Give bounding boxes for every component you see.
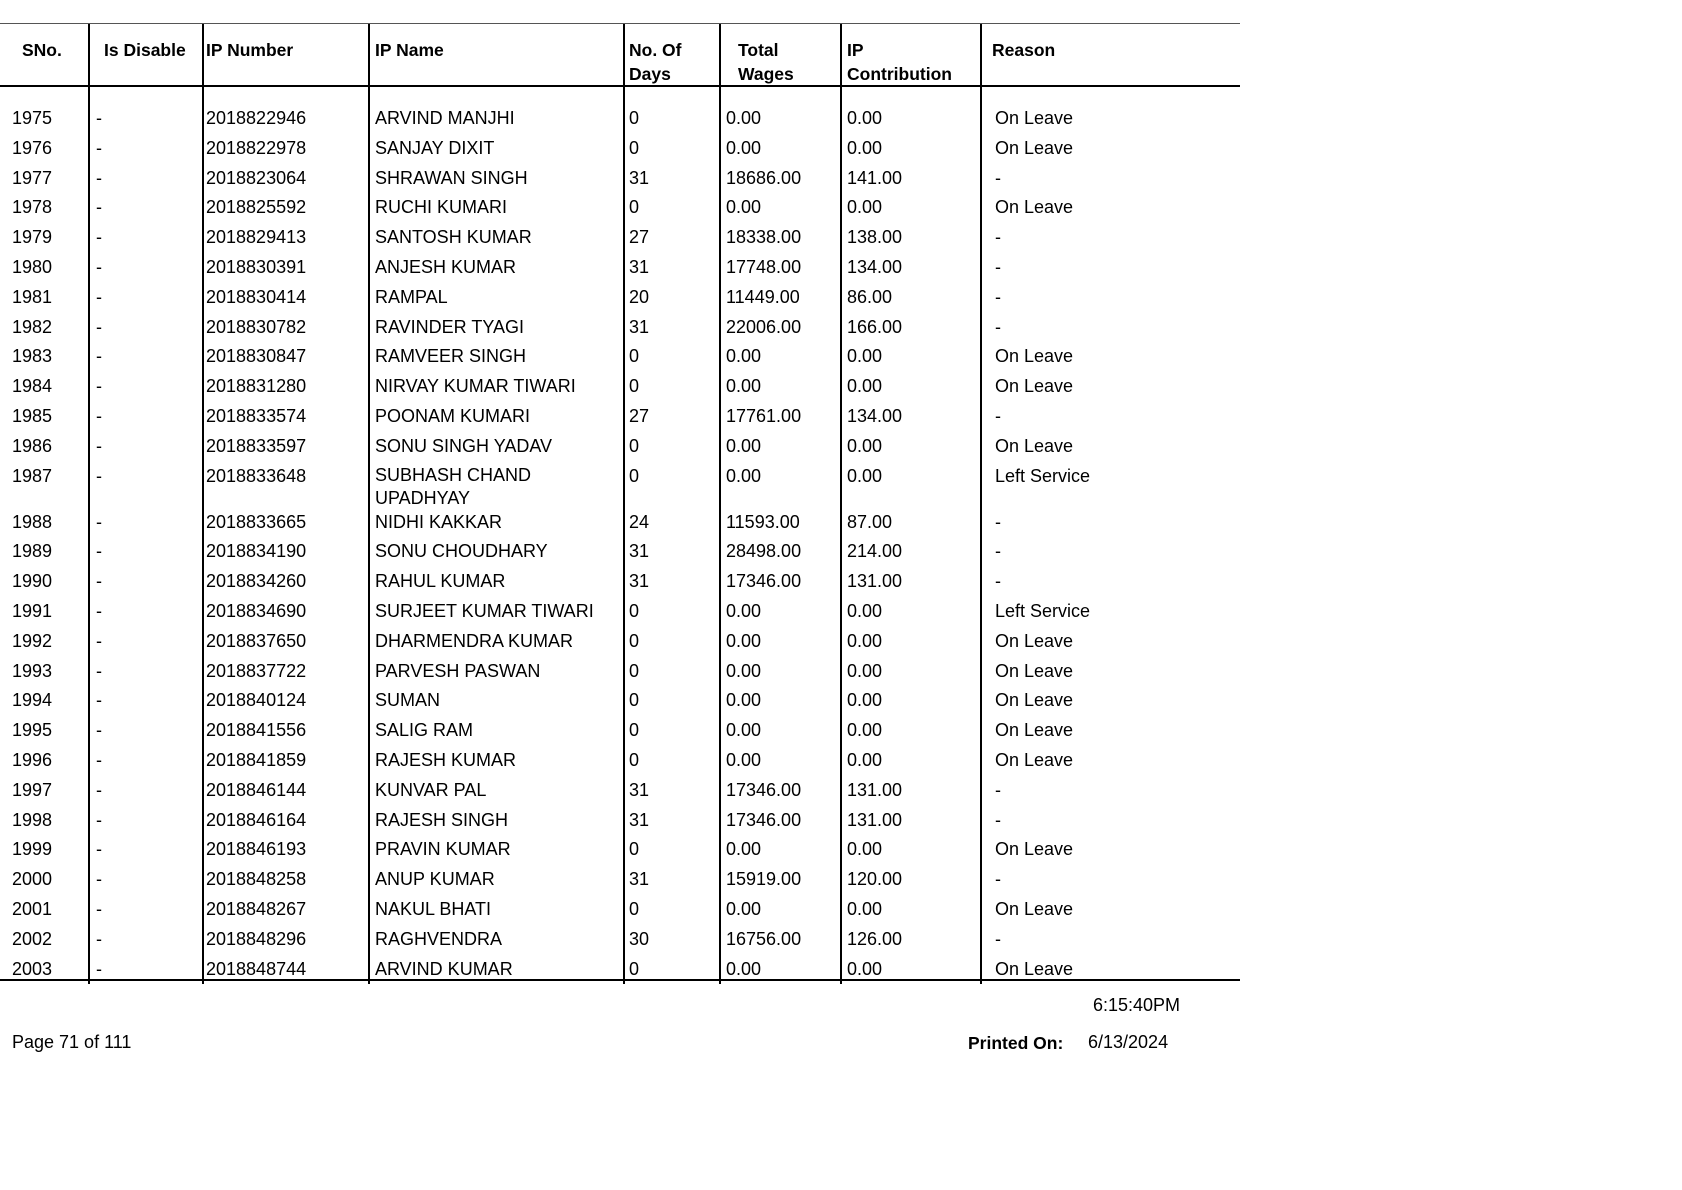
cell-reason: On Leave xyxy=(995,899,1074,919)
cell-days: 24 xyxy=(629,511,650,532)
cell-ip-number: 2018846193 xyxy=(206,839,307,860)
cell-reason: On Leave xyxy=(995,720,1074,741)
cell-ip-name: RAJESH KUMAR xyxy=(375,750,517,770)
cell-is-disable: - xyxy=(96,750,102,770)
cell-ip-name: RAJESH SINGH xyxy=(375,809,509,830)
cell-reason: - xyxy=(995,316,1001,337)
cell-is-disable: - xyxy=(96,511,102,532)
cell-sno: 1980 xyxy=(12,257,53,277)
cell-reason: On Leave xyxy=(995,690,1074,711)
cell-ip-contribution: 0.00 xyxy=(847,465,883,486)
cell-reason: On Leave xyxy=(995,630,1074,651)
cell-sno: 1990 xyxy=(12,571,53,592)
cell-reason: - xyxy=(995,406,1001,426)
cell-ip-contribution: 0.00 xyxy=(847,346,883,367)
cell-sno: 2003 xyxy=(12,958,53,979)
cell-ip-contribution: 120.00 xyxy=(847,869,903,890)
cell-ip-number: 2018840124 xyxy=(206,690,307,711)
cell-is-disable: - xyxy=(96,839,102,860)
cell-ip-number: 2018822978 xyxy=(206,137,307,158)
cell-ip-number: 2018846144 xyxy=(206,779,307,800)
cell-sno: 1995 xyxy=(12,720,53,741)
cell-reason: - xyxy=(995,257,1001,277)
cell-total-wages: 0.00 xyxy=(726,346,762,367)
cell-is-disable: - xyxy=(96,257,102,277)
cell-ip-contribution: 0.00 xyxy=(847,899,883,919)
cell-days: 0 xyxy=(629,899,640,919)
cell-total-wages: 16756.00 xyxy=(726,928,802,949)
cell-ip-contribution: 134.00 xyxy=(847,257,903,277)
cell-ip-number: 2018830847 xyxy=(206,346,307,367)
cell-total-wages: 0.00 xyxy=(726,720,762,741)
cell-sno: 2000 xyxy=(12,869,53,890)
cell-days: 31 xyxy=(629,257,650,277)
cell-total-wages: 17346.00 xyxy=(726,779,802,800)
cell-ip-name: RAVINDER TYAGI xyxy=(375,316,525,337)
cell-is-disable: - xyxy=(96,690,102,711)
cell-ip-number: 2018834190 xyxy=(206,541,307,562)
cell-days: 0 xyxy=(629,108,640,128)
cell-is-disable: - xyxy=(96,630,102,651)
cell-days: 30 xyxy=(629,928,650,949)
table-row xyxy=(0,464,1240,508)
cell-is-disable: - xyxy=(96,809,102,830)
cell-ip-number: 2018823064 xyxy=(206,167,307,188)
cell-days: 0 xyxy=(629,465,640,486)
header-is-disable: Is Disable xyxy=(104,40,186,60)
cell-total-wages: 0.00 xyxy=(726,899,762,919)
cell-ip-name: RAMPAL xyxy=(375,286,448,307)
cell-total-wages: 0.00 xyxy=(726,839,762,860)
cell-ip-contribution: 0.00 xyxy=(847,750,883,770)
cell-ip-contribution: 0.00 xyxy=(847,690,883,711)
header-sno: SNo. xyxy=(22,40,62,60)
cell-ip-contribution: 138.00 xyxy=(847,227,903,248)
cell-total-wages: 0.00 xyxy=(726,197,762,218)
cell-total-wages: 0.00 xyxy=(726,108,762,128)
cell-ip-contribution: 0.00 xyxy=(847,137,883,158)
cell-sno: 1985 xyxy=(12,406,53,426)
cell-total-wages: 0.00 xyxy=(726,137,762,158)
cell-total-wages: 18686.00 xyxy=(726,167,802,188)
table-row xyxy=(0,837,1240,861)
cell-ip-name: KUNVAR PAL xyxy=(375,779,487,800)
cell-ip-name: SONU CHOUDHARY xyxy=(375,541,548,562)
cell-ip-contribution: 131.00 xyxy=(847,571,903,592)
cell-ip-number: 2018830391 xyxy=(206,257,307,277)
cell-sno: 1994 xyxy=(12,690,53,711)
cell-is-disable: - xyxy=(96,465,102,486)
cell-sno: 1989 xyxy=(12,541,53,562)
cell-sno: 1983 xyxy=(12,346,53,367)
table-row xyxy=(0,106,1240,130)
cell-days: 31 xyxy=(629,571,650,592)
table-row xyxy=(0,659,1240,683)
cell-ip-name: NIRVAY KUMAR TIWARI xyxy=(375,376,576,397)
header-no-of-days-line1: No. Of xyxy=(629,40,682,60)
cell-days: 31 xyxy=(629,869,650,890)
cell-ip-contribution: 0.00 xyxy=(847,435,883,456)
cell-is-disable: - xyxy=(96,779,102,800)
page-number: Page 71 of 111 xyxy=(12,1032,132,1052)
cell-total-wages: 0.00 xyxy=(726,958,762,979)
cell-reason: On Leave xyxy=(995,108,1074,128)
cell-ip-contribution: 0.00 xyxy=(847,601,883,621)
table-top-rule xyxy=(0,23,1240,24)
cell-total-wages: 17761.00 xyxy=(726,406,802,426)
table-row xyxy=(0,344,1240,368)
cell-ip-number: 2018846164 xyxy=(206,809,307,830)
table-row xyxy=(0,225,1240,249)
table-row xyxy=(0,897,1240,921)
header-ip-contribution xyxy=(847,38,952,86)
cell-days: 0 xyxy=(629,137,640,158)
table-row xyxy=(0,255,1240,279)
cell-sno: 2002 xyxy=(12,928,53,949)
table-row xyxy=(0,315,1240,339)
cell-days: 0 xyxy=(629,839,640,860)
cell-days: 31 xyxy=(629,779,650,800)
cell-days: 27 xyxy=(629,406,650,426)
cell-ip-name: SUBHASH CHAND UPADHYAY xyxy=(375,464,532,508)
cell-is-disable: - xyxy=(96,137,102,158)
print-time: 6:15:40PM xyxy=(1093,995,1181,1015)
cell-ip-contribution: 0.00 xyxy=(847,630,883,651)
cell-sno: 1977 xyxy=(12,167,53,188)
table-row xyxy=(0,867,1240,891)
cell-ip-contribution: 126.00 xyxy=(847,928,903,949)
cell-total-wages: 0.00 xyxy=(726,750,762,770)
cell-reason: - xyxy=(995,511,1001,532)
cell-ip-contribution: 0.00 xyxy=(847,720,883,741)
cell-ip-name: SURJEET KUMAR TIWARI xyxy=(375,601,594,621)
cell-ip-number: 2018837722 xyxy=(206,660,307,681)
cell-is-disable: - xyxy=(96,376,102,397)
cell-ip-number: 2018829413 xyxy=(206,227,307,248)
table-row xyxy=(0,374,1240,398)
cell-total-wages: 28498.00 xyxy=(726,541,802,562)
cell-ip-name: SALIG RAM xyxy=(375,720,474,741)
table-row xyxy=(0,434,1240,458)
cell-reason: - xyxy=(995,227,1001,248)
cell-reason: On Leave xyxy=(995,197,1074,218)
cell-ip-contribution: 0.00 xyxy=(847,108,883,128)
cell-ip-number: 2018834260 xyxy=(206,571,307,592)
cell-total-wages: 0.00 xyxy=(726,465,762,486)
cell-is-disable: - xyxy=(96,286,102,307)
cell-is-disable: - xyxy=(96,601,102,621)
cell-days: 0 xyxy=(629,720,640,741)
cell-is-disable: - xyxy=(96,928,102,949)
table-row xyxy=(0,195,1240,219)
cell-reason: On Leave xyxy=(995,750,1074,770)
cell-ip-number: 2018830414 xyxy=(206,286,307,307)
cell-is-disable: - xyxy=(96,108,102,128)
cell-sno: 1976 xyxy=(12,137,53,158)
cell-total-wages: 17346.00 xyxy=(726,809,802,830)
cell-ip-contribution: 214.00 xyxy=(847,541,903,562)
cell-reason: On Leave xyxy=(995,660,1074,681)
cell-ip-name: POONAM KUMARI xyxy=(375,406,531,426)
table-row xyxy=(0,510,1240,534)
cell-ip-number: 2018848258 xyxy=(206,869,307,890)
cell-ip-name: ARVIND MANJHI xyxy=(375,108,515,128)
cell-ip-name: RAGHVENDRA xyxy=(375,928,503,949)
table-row xyxy=(0,808,1240,832)
cell-ip-number: 2018841859 xyxy=(206,750,307,770)
cell-ip-number: 2018848744 xyxy=(206,958,307,979)
cell-total-wages: 15919.00 xyxy=(726,869,802,890)
cell-sno: 1975 xyxy=(12,108,53,128)
cell-total-wages: 0.00 xyxy=(726,690,762,711)
cell-days: 31 xyxy=(629,316,650,337)
cell-is-disable: - xyxy=(96,435,102,456)
cell-sno: 1992 xyxy=(12,630,53,651)
cell-reason: Left Service xyxy=(995,601,1091,621)
cell-is-disable: - xyxy=(96,227,102,248)
cell-sno: 1984 xyxy=(12,376,53,397)
cell-total-wages: 17346.00 xyxy=(726,571,802,592)
cell-sno: 1991 xyxy=(12,601,53,621)
cell-ip-number: 2018837650 xyxy=(206,630,307,651)
cell-days: 0 xyxy=(629,750,640,770)
cell-is-disable: - xyxy=(96,720,102,741)
printed-on-date: 6/13/2024 xyxy=(1088,1032,1169,1052)
cell-sno: 1979 xyxy=(12,227,53,248)
header-ip-name: IP Name xyxy=(375,40,444,60)
cell-reason: - xyxy=(995,571,1001,592)
cell-ip-number: 2018833665 xyxy=(206,511,307,532)
header-ip-contribution-line2: Contribution xyxy=(847,64,952,84)
cell-sno: 1998 xyxy=(12,809,53,830)
cell-ip-contribution: 134.00 xyxy=(847,406,903,426)
table-row xyxy=(0,778,1240,802)
cell-days: 31 xyxy=(629,541,650,562)
cell-ip-number: 2018822946 xyxy=(206,108,307,128)
cell-ip-number: 2018848267 xyxy=(206,899,307,919)
table-row xyxy=(0,927,1240,951)
table-row xyxy=(0,957,1240,981)
table-row xyxy=(0,688,1240,712)
cell-ip-contribution: 0.00 xyxy=(847,660,883,681)
cell-is-disable: - xyxy=(96,406,102,426)
table-row xyxy=(0,136,1240,160)
cell-ip-number: 2018841556 xyxy=(206,720,307,741)
cell-days: 0 xyxy=(629,197,640,218)
header-ip-contribution-line1: IP xyxy=(847,40,864,60)
cell-ip-name: SUMAN xyxy=(375,690,441,711)
cell-days: 20 xyxy=(629,286,650,307)
table-row xyxy=(0,748,1240,772)
cell-sno: 1981 xyxy=(12,286,53,307)
cell-ip-name: SHRAWAN SINGH xyxy=(375,167,528,188)
cell-ip-number: 2018848296 xyxy=(206,928,307,949)
cell-sno: 1986 xyxy=(12,435,53,456)
cell-ip-name: PARVESH PASWAN xyxy=(375,660,541,681)
cell-ip-contribution: 0.00 xyxy=(847,958,883,979)
cell-ip-name: DHARMENDRA KUMAR xyxy=(375,630,574,651)
cell-sno: 2001 xyxy=(12,899,53,919)
cell-ip-name: RUCHI KUMARI xyxy=(375,197,508,218)
cell-sno: 1997 xyxy=(12,779,53,800)
cell-is-disable: - xyxy=(96,571,102,592)
header-reason: Reason xyxy=(992,40,1056,60)
cell-ip-number: 2018825592 xyxy=(206,197,307,218)
cell-reason: - xyxy=(995,869,1001,890)
header-no-of-days-line2: Days xyxy=(629,64,671,84)
header-bottom-rule xyxy=(0,85,1240,87)
cell-ip-contribution: 166.00 xyxy=(847,316,903,337)
cell-sno: 1982 xyxy=(12,316,53,337)
cell-ip-number: 2018833597 xyxy=(206,435,307,456)
cell-ip-name: RAHUL KUMAR xyxy=(375,571,506,592)
cell-ip-contribution: 0.00 xyxy=(847,839,883,860)
cell-ip-name: ARVIND KUMAR xyxy=(375,958,513,979)
cell-days: 0 xyxy=(629,630,640,651)
cell-is-disable: - xyxy=(96,167,102,188)
cell-ip-contribution: 131.00 xyxy=(847,809,903,830)
cell-ip-name: RAMVEER SINGH xyxy=(375,346,527,367)
cell-reason: On Leave xyxy=(995,839,1074,860)
cell-ip-name: NIDHI KAKKAR xyxy=(375,511,503,532)
header-total-wages-line2: Wages xyxy=(738,64,794,84)
cell-sno: 1996 xyxy=(12,750,53,770)
cell-days: 0 xyxy=(629,690,640,711)
cell-total-wages: 18338.00 xyxy=(726,227,802,248)
cell-total-wages: 11593.00 xyxy=(726,511,800,532)
cell-reason: Left Service xyxy=(995,465,1091,486)
header-ip-number: IP Number xyxy=(206,40,294,60)
cell-sno: 1987 xyxy=(12,465,53,486)
cell-reason: - xyxy=(995,928,1001,949)
cell-days: 0 xyxy=(629,346,640,367)
cell-days: 0 xyxy=(629,435,640,456)
cell-ip-name: NAKUL BHATI xyxy=(375,899,492,919)
table-row xyxy=(0,599,1240,623)
cell-reason: On Leave xyxy=(995,435,1074,456)
cell-is-disable: - xyxy=(96,197,102,218)
cell-ip-name: SANTOSH KUMAR xyxy=(375,227,532,248)
cell-is-disable: - xyxy=(96,958,102,979)
table-row xyxy=(0,629,1240,653)
cell-ip-contribution: 0.00 xyxy=(847,197,883,218)
cell-reason: On Leave xyxy=(995,346,1074,367)
cell-days: 0 xyxy=(629,660,640,681)
header-no-of-days xyxy=(629,38,682,86)
cell-days: 0 xyxy=(629,601,640,621)
cell-sno: 1978 xyxy=(12,197,53,218)
cell-reason: On Leave xyxy=(995,137,1074,158)
cell-reason: - xyxy=(995,809,1001,830)
cell-ip-name: ANUP KUMAR xyxy=(375,869,495,890)
cell-ip-contribution: 87.00 xyxy=(847,511,893,532)
cell-days: 0 xyxy=(629,958,640,979)
cell-reason: - xyxy=(995,541,1001,562)
cell-ip-contribution: 141.00 xyxy=(847,167,903,188)
cell-days: 27 xyxy=(629,227,650,248)
cell-total-wages: 22006.00 xyxy=(726,316,802,337)
table-row xyxy=(0,718,1240,742)
cell-reason: On Leave xyxy=(995,376,1074,397)
table-row xyxy=(0,539,1240,563)
header-total-wages-line1: Total xyxy=(738,40,779,60)
cell-is-disable: - xyxy=(96,316,102,337)
cell-total-wages: 0.00 xyxy=(726,376,762,397)
cell-ip-number: 2018830782 xyxy=(206,316,307,337)
table-row xyxy=(0,569,1240,593)
cell-is-disable: - xyxy=(96,541,102,562)
cell-sno: 1993 xyxy=(12,660,53,681)
cell-reason: On Leave xyxy=(995,958,1074,979)
cell-ip-number: 2018833574 xyxy=(206,406,307,426)
cell-days: 0 xyxy=(629,376,640,397)
cell-total-wages: 11449.00 xyxy=(726,286,800,307)
cell-total-wages: 0.00 xyxy=(726,660,762,681)
cell-is-disable: - xyxy=(96,869,102,890)
cell-is-disable: - xyxy=(96,346,102,367)
cell-total-wages: 17748.00 xyxy=(726,257,802,277)
cell-ip-name: PRAVIN KUMAR xyxy=(375,839,511,860)
cell-ip-contribution: 131.00 xyxy=(847,779,903,800)
cell-ip-number: 2018834690 xyxy=(206,601,307,621)
cell-ip-name: ANJESH KUMAR xyxy=(375,257,517,277)
cell-ip-number: 2018833648 xyxy=(206,465,307,486)
cell-ip-name: SANJAY DIXIT xyxy=(375,137,495,158)
header-total-wages xyxy=(738,38,794,86)
cell-total-wages: 0.00 xyxy=(726,435,762,456)
cell-days: 31 xyxy=(629,809,650,830)
table-row xyxy=(0,404,1240,428)
cell-is-disable: - xyxy=(96,660,102,681)
cell-total-wages: 0.00 xyxy=(726,630,762,651)
cell-ip-contribution: 86.00 xyxy=(847,286,893,307)
cell-reason: - xyxy=(995,167,1001,188)
cell-ip-name: SONU SINGH YADAV xyxy=(375,435,553,456)
cell-reason: - xyxy=(995,286,1001,307)
printed-on-label: Printed On: xyxy=(968,1033,1064,1053)
cell-total-wages: 0.00 xyxy=(726,601,762,621)
cell-is-disable: - xyxy=(96,899,102,919)
table-row xyxy=(0,285,1240,309)
cell-sno: 1988 xyxy=(12,511,53,532)
cell-reason: - xyxy=(995,779,1001,800)
cell-sno: 1999 xyxy=(12,839,53,860)
cell-ip-contribution: 0.00 xyxy=(847,376,883,397)
cell-ip-number: 2018831280 xyxy=(206,376,307,397)
cell-days: 31 xyxy=(629,167,650,188)
table-row xyxy=(0,166,1240,190)
